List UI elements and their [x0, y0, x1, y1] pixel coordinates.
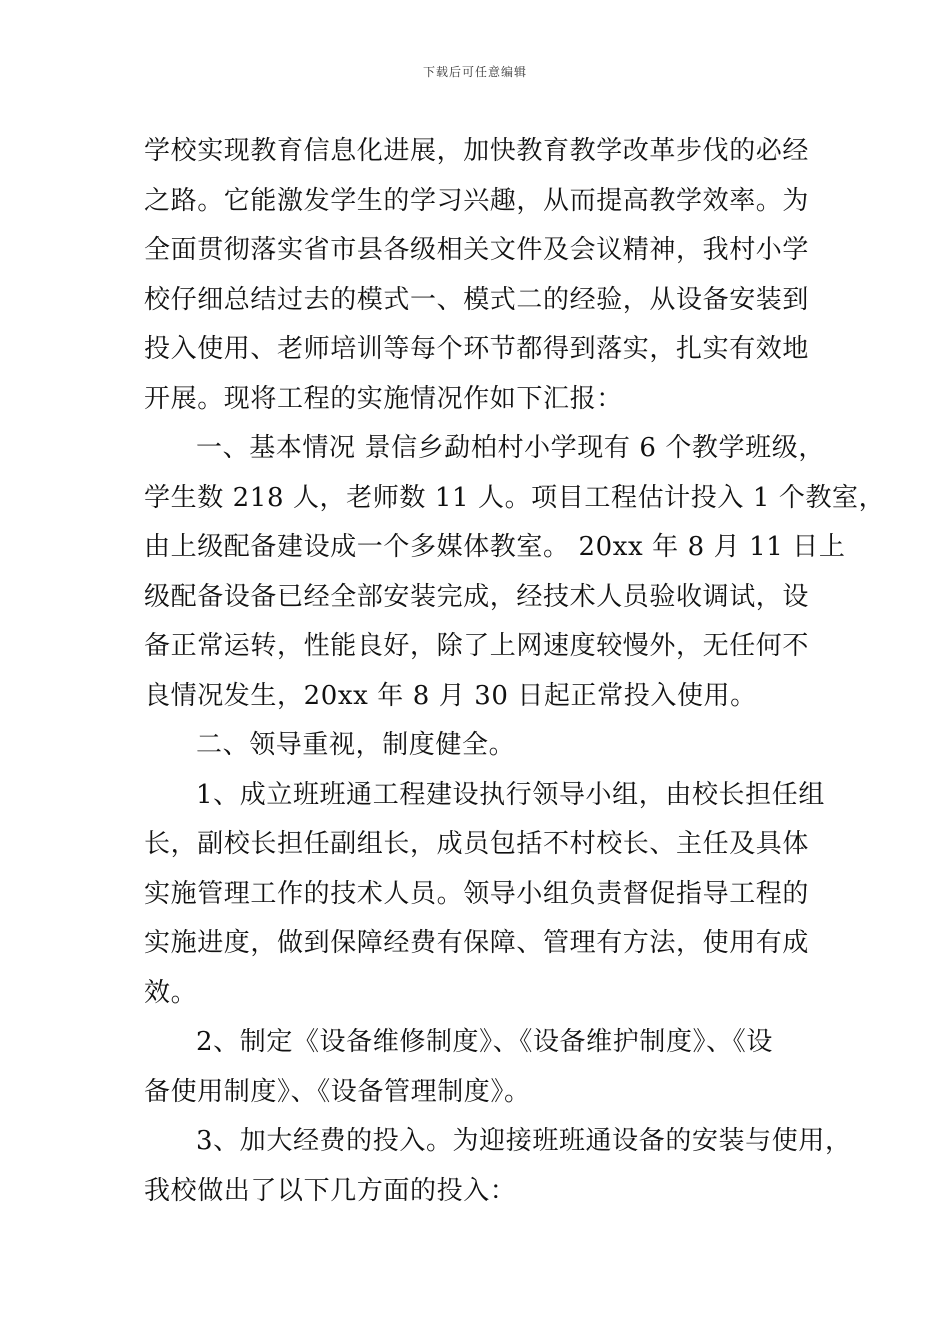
body-line: 全面贯彻落实省市县各级相关文件及会议精神，我村小学: [144, 235, 810, 265]
body-line: 学校实现教育信息化进展，加快教育教学改革步伐的必经: [144, 136, 810, 166]
list-item-3: 3、加大经费的投入。为迎接班班通设备的安装与使用，: [196, 1126, 852, 1156]
body-line: 投入使用、老师培训等每个环节都得到落实，扎实有效地: [144, 334, 810, 364]
section-heading-leadership: 二、领导重视，制度健全。: [196, 730, 516, 760]
body-line: 效。: [144, 977, 198, 1008]
body-line: 备使用制度》、《设备管理制度》。: [144, 1076, 531, 1107]
body-line: 备正常运转，性能良好，除了上网速度较慢外，无任何不: [144, 631, 810, 661]
body-line: 级配备设备已经全部安装完成，经技术人员验收调试，设: [144, 581, 810, 612]
document-body: [144, 127, 886, 1216]
list-item-2: 2、制定《设备维修制度》、《设备维护制度》、《设: [196, 1027, 773, 1057]
body-line: 我校做出了以下几方面的投入：: [144, 1175, 517, 1206]
body-line: 学生数 218 人，老师数 11 人。项目工程估计投入 1 个教室，: [144, 482, 886, 513]
body-line: 之路。它能激发学生的学习兴趣，从而提高教学效率。为: [144, 185, 810, 216]
body-line: 长，副校长担任副组长，成员包括不村校长、主任及具体: [144, 829, 810, 859]
body-line: 实施管理工作的技术人员。领导小组负责督促指导工程的: [144, 878, 810, 909]
body-line: 实施进度，做到保障经费有保障、管理有方法，使用有成: [144, 928, 810, 958]
body-line: 由上级配备建设成一个多媒体教室。 20xx 年 8 月 11 日上: [144, 532, 846, 562]
page-header-note: 下载后可任意编辑: [422, 65, 527, 79]
section-heading-basic-info: 一、基本情况 景信乡勐柏村小学现有 6 个教学班级，: [196, 433, 825, 463]
body-line: 校仔细总结过去的模式一、模式二的经验，从设备安装到: [144, 284, 810, 315]
body-line: 良情况发生，20xx 年 8 月 30 日起正常投入使用。: [144, 680, 757, 711]
body-line: 开展。现将工程的实施情况作如下汇报：: [144, 383, 623, 414]
list-item-1: 1、成立班班通工程建设执行领导小组，由校长担任组: [196, 779, 825, 810]
